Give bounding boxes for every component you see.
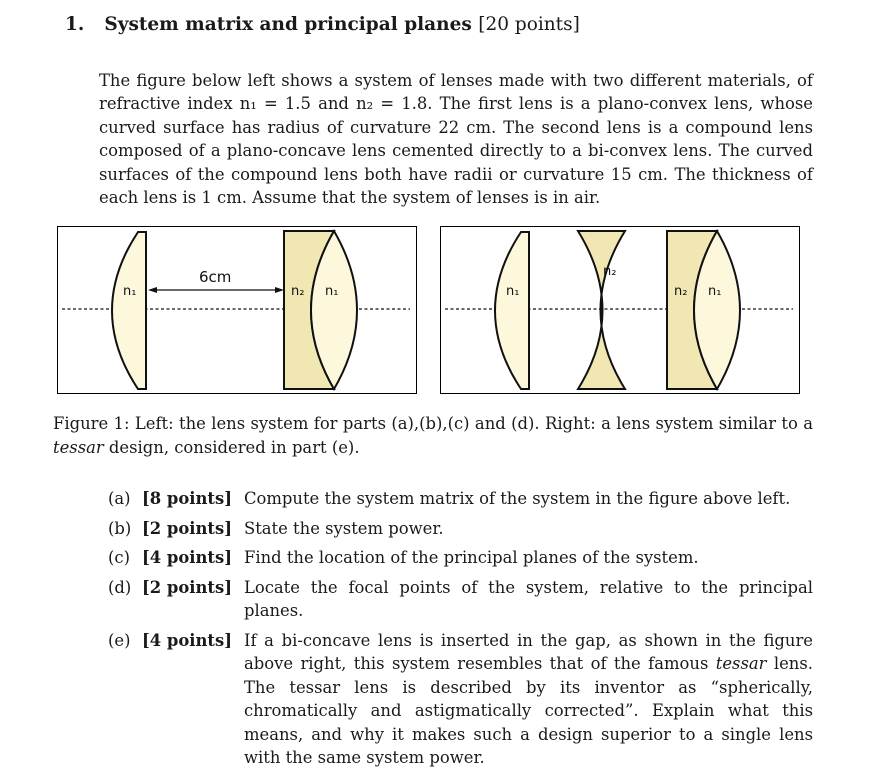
label-n2: n₂ <box>674 284 688 299</box>
caption-suffix: design, considered in part (e). <box>103 438 360 457</box>
part-label: (e) <box>108 630 131 650</box>
question-heading <box>65 14 580 35</box>
part-points: [8 points] <box>142 489 232 508</box>
part-label: (a) <box>108 489 131 508</box>
label-n1-first: n₁ <box>506 284 520 299</box>
part-text: If a bi-concave lens is inserted in the gap, as shown in the figure above right, this system resembles that of the famous tessar lens. The tessar lens is described by its inventor as “spherically, chromatically and astigmatically corrected”. Explain what this means, and why it makes such a design superior to a single lens with the same system power. <box>243 630 813 767</box>
part-points: [4 points] <box>142 630 232 650</box>
label-n1-second: n₁ <box>708 284 722 299</box>
part-d <box>108 576 813 623</box>
part-points: [4 points] <box>142 548 232 567</box>
part-e <box>108 629 813 770</box>
part-label: (b) <box>108 518 132 538</box>
label-n1-second: n₁ <box>325 284 339 299</box>
label-n2: n₂ <box>291 284 305 299</box>
part-text: Find the location of the principal planes of the system. <box>243 548 699 567</box>
part-label: (c) <box>108 548 130 567</box>
part-b <box>108 517 813 541</box>
part-points: [2 points] <box>142 518 232 538</box>
bi-concave-lens <box>578 231 625 389</box>
intro-paragraph: The figure below left shows a system of lenses made with two different materials, of refractive index n₁ = 1.5 and n₂ = 1.8. The first lens is a plano-convex lens, whose curved surface has radius of curvature 22 cm. The second lens is a compound lens composed of a plano-concave lens cemented directly to a bi-convex lens. The curved surfaces of the compound lens both have radii or curvature 15 cm. The thickness of each lens is 1 cm. Assume that the system of lenses is in air. <box>99 71 813 208</box>
part-a <box>108 487 813 511</box>
arrowhead-left <box>148 287 157 293</box>
figure-right <box>440 226 800 394</box>
caption-prefix: Figure 1: Left: the lens system for parts (a),(b),(c) and (d). Right: a lens system similar to a <box>53 414 813 433</box>
part-text: State the system power. <box>243 518 444 538</box>
part-text: Locate the focal points of the system, relative to the principal planes. <box>243 577 813 620</box>
caption-italic: tessar <box>53 438 104 457</box>
figure-caption <box>53 412 813 460</box>
figure-left <box>57 226 417 394</box>
plano-convex-lens <box>112 232 146 389</box>
label-n2-biconcave: n₂ <box>603 264 617 279</box>
plano-convex-lens <box>495 232 529 389</box>
part-points: [2 points] <box>142 577 232 597</box>
question-number: 1. <box>65 14 85 35</box>
part-text: Compute the system matrix of the system in the figure above left. <box>243 489 791 508</box>
part-c <box>108 546 813 570</box>
arrowhead-right <box>275 287 284 293</box>
label-n1-first: n₁ <box>123 284 137 299</box>
question-points: [20 points] <box>478 14 580 35</box>
question-parts <box>108 487 813 776</box>
distance-label: 6cm <box>199 268 232 286</box>
question-title: System matrix and principal planes <box>104 14 472 35</box>
part-label: (d) <box>108 577 132 597</box>
